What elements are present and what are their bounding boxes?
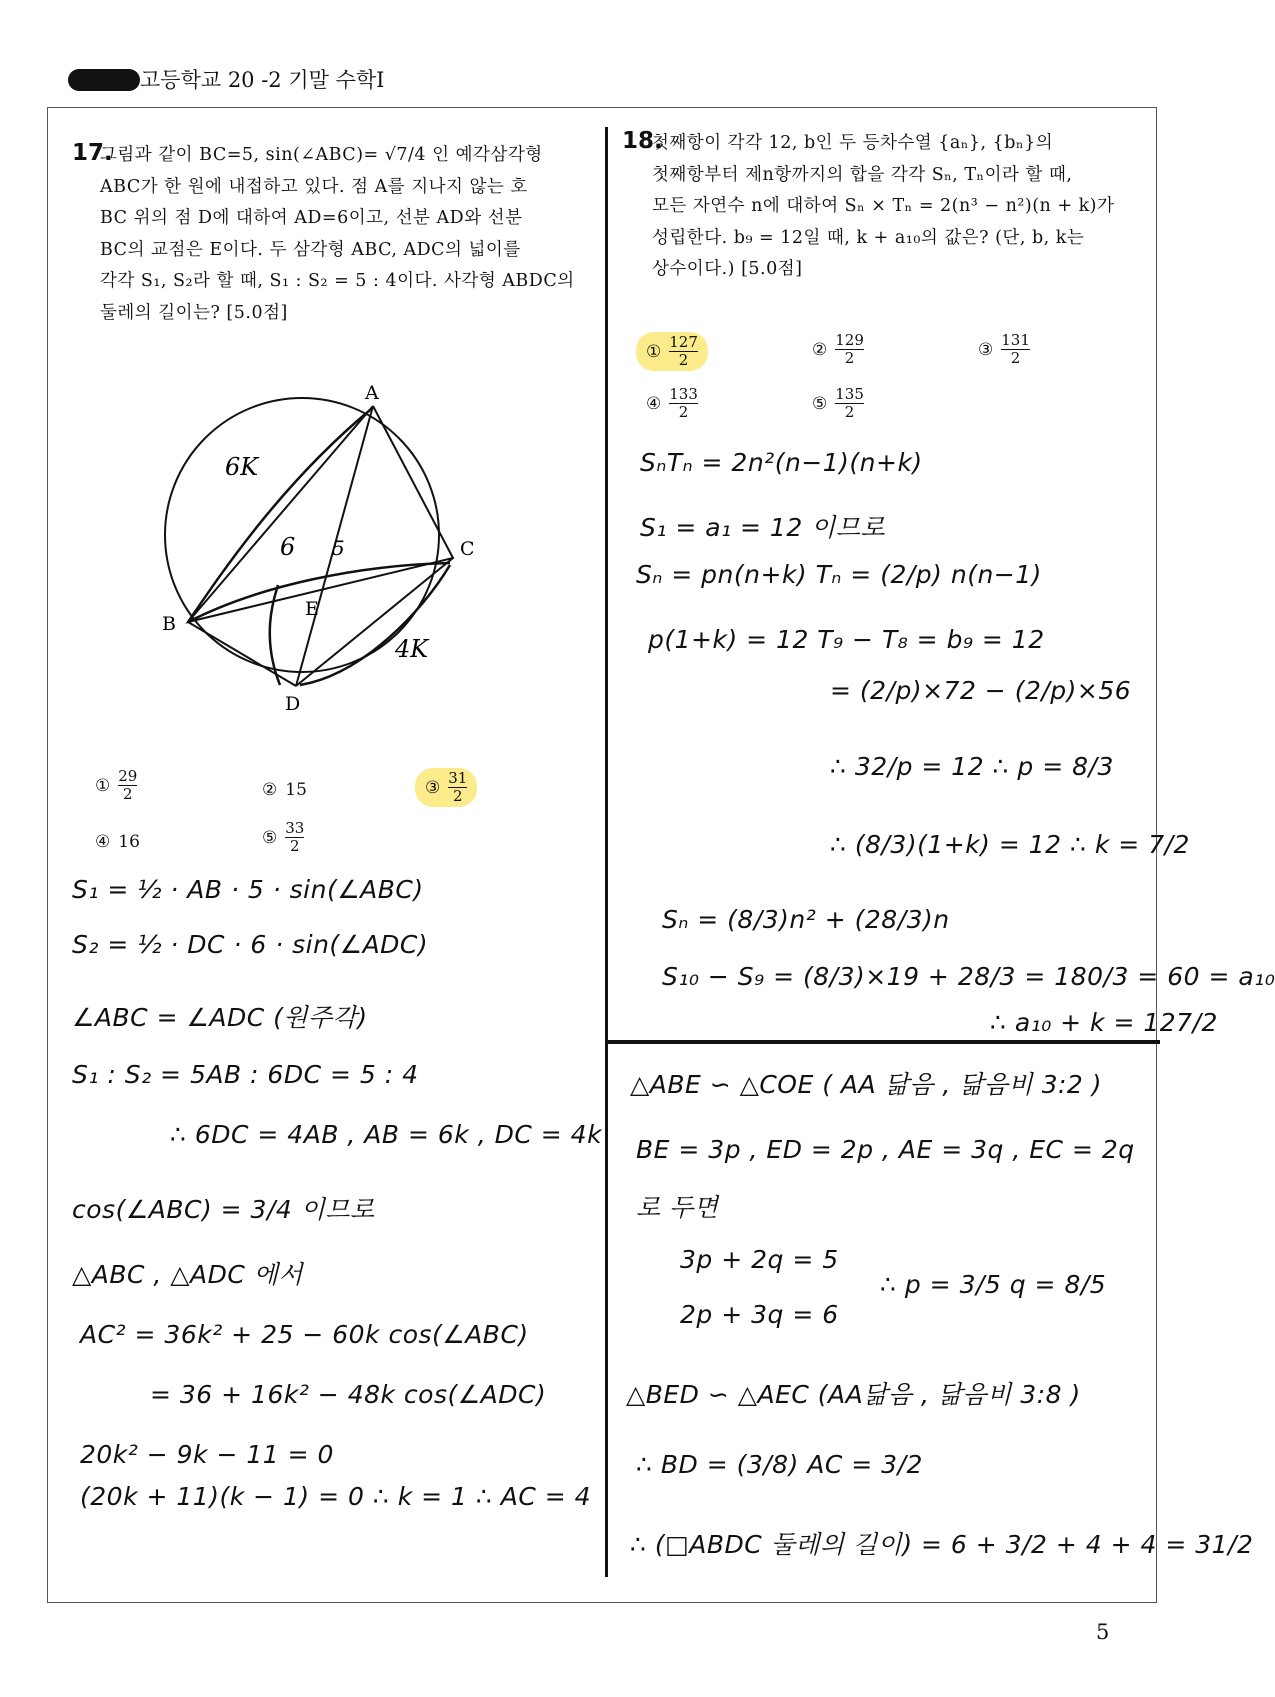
q17-line-3: BC 위의 점 D에 대하여 AD=6이고, 선분 AD와 선분 [100,208,523,228]
q17-line-6: 둘레의 길이는? [5.0점] [100,302,288,323]
q17-work-4: S₁ : S₂ = 5AB : 6DC = 5 : 4 [72,1060,419,1089]
q17-extra-work-4: 3p + 2q = 5 [680,1245,839,1274]
q17-line-2: ABC가 한 원에 내접하고 있다. 점 A를 지나지 않는 호 [100,176,528,197]
q18-line-3: 모든 자연수 n에 대하여 Sₙ × Tₙ = 2(n³ − n²)(n + k)가 [652,196,1115,216]
label-e: E [305,598,319,620]
choice-fraction [448,770,467,805]
q17-choice-3[interactable] [415,768,477,807]
choice-fraction [1001,332,1030,367]
q17-choice-4[interactable] [95,832,140,852]
numerator: 33 [285,819,305,837]
q17-extra-work-1: △ABE ∽ △COE ( AA 닮음 , 닮음비 3:2 ) [630,1070,1103,1099]
q18-choice-3[interactable] [978,332,1030,367]
q18-choice-2[interactable] [812,332,864,367]
numerator: 135 [835,385,864,403]
numerator: 131 [1001,331,1030,349]
q18-choice-1[interactable] [636,332,708,371]
q17-number: 17. [72,140,113,166]
q18-work-8: Sₙ = (8/3)n² + (28/3)n [662,905,950,934]
q18-line-4: 성립한다. b₉ = 12일 때, k + a₁₀의 값은? (단, b, k는 [652,227,1085,248]
label-c: C [460,538,475,560]
choice-mark: ② [812,339,828,360]
q18-work-10: ∴ a₁₀ + k = 127/2 [990,1008,1218,1037]
choice-fraction [285,820,304,855]
q18-line-1: 첫째항이 각각 12, b인 두 등차수열 {aₙ}, {bₙ}의 [652,133,1054,153]
q18-work-3: Sₙ = pn(n+k) Tₙ = (2/p) n(n−1) [636,560,1042,589]
q17-line-4: BC의 교점은 E이다. 두 삼각형 ABC, ADC의 넓이를 [100,239,521,260]
choice-value: 16 [118,832,140,852]
numerator: 31 [448,769,468,787]
q17-work-8: AC² = 36k² + 25 − 60k cos(∠ABC) [80,1320,529,1349]
choice-fraction [669,334,698,369]
handwritten-arc-dc [300,565,450,685]
q17-work-11: (20k + 11)(k − 1) = 0 ∴ k = 1 ∴ AC = 4 [80,1482,592,1511]
q18-line-2: 첫째항부터 제n항까지의 합을 각각 Sₙ, Tₙ이라 할 때, [652,164,1073,185]
numerator: 127 [669,333,698,351]
q17-work-1: S₁ = ½ · AB · 5 · sin(∠ABC) [72,875,424,904]
q17-work-10: 20k² − 9k − 11 = 0 [80,1440,334,1469]
denominator: 2 [678,403,689,421]
q17-extra-work-8: ∴ BD = (3/8) AC = 3/2 [636,1450,923,1479]
q18-work-6: ∴ 32/p = 12 ∴ p = 8/3 [830,752,1114,781]
choice-mark: ④ [95,832,111,852]
numerator: 29 [118,767,138,785]
choice-fraction [835,386,864,421]
q17-choice-5[interactable] [262,820,304,855]
label-dc-length: 4K [395,635,429,663]
q18-text [652,128,1114,286]
label-bc-length: 5 [332,536,345,560]
q17-choice-2[interactable] [262,780,307,800]
denominator: 2 [290,837,300,855]
q18-work-7: ∴ (8/3)(1+k) = 12 ∴ k = 7/2 [830,830,1190,859]
numerator: 133 [669,385,698,403]
q17-work-7: △ABC , △ADC 에서 [72,1260,304,1289]
label-b: B [162,613,176,635]
denominator: 2 [453,787,463,805]
q17-work-9: = 36 + 16k² − 48k cos(∠ADC) [150,1380,547,1409]
choice-fraction [669,386,698,421]
q17-extra-work-6: ∴ p = 3/5 q = 8/5 [880,1270,1107,1299]
q17-extra-work-9: ∴ (□ABDC 둘레의 길이) = 6 + 3/2 + 4 + 4 = 31/2 [630,1530,1254,1559]
denominator: 2 [678,351,689,369]
q18-line-5: 상수이다.) [5.0점] [652,259,803,279]
q18-work-1: SₙTₙ = 2n²(n−1)(n+k) [640,448,923,477]
q17-extra-work-2: BE = 3p , ED = 2p , AE = 3q , EC = 2q [636,1135,1135,1164]
choice-mark: ③ [425,777,441,798]
header-title: 고등학교 20 -2 기말 수학Ⅰ [140,68,385,92]
q17-work-6: cos(∠ABC) = 3/4 이므로 [72,1195,375,1224]
denominator: 2 [844,349,855,367]
q17-figure [160,375,490,715]
choice-value: 15 [285,780,307,800]
denominator: 2 [844,403,855,421]
choice-mark: ② [262,780,278,800]
choice-mark: ⑤ [812,393,828,414]
page-header [68,64,384,94]
q17-text [100,140,575,329]
label-d: D [285,693,301,715]
segment-bd [188,622,296,686]
q17-extra-work-7: △BED ∽ △AEC (AA닮음 , 닮음비 3:8 ) [626,1380,1081,1409]
column-divider [605,127,608,1577]
q18-choice-4[interactable] [646,386,698,421]
choice-mark: ③ [978,339,994,360]
q18-work-2: S₁ = a₁ = 12 이므로 [640,513,886,542]
choice-mark: ① [646,341,662,362]
page-number: 5 [1096,1620,1110,1644]
q17-work-5: ∴ 6DC = 4AB , AB = 6k , DC = 4k [170,1120,603,1149]
q17-line-1: 그림과 같이 BC=5, sin(∠ABC)= √7/4 인 예각삼각형 [100,145,543,165]
q18-number: 18. [622,128,663,154]
q18-work-5: = (2/p)×72 − (2/p)×56 [830,676,1132,705]
choice-mark: ① [95,775,111,796]
denominator: 2 [123,785,133,803]
choice-mark: ④ [646,393,662,414]
q17-line-5: 각각 S₁, S₂라 할 때, S₁ : S₂ = 5 : 4이다. 사각형 ABDC의 [100,271,575,291]
choice-fraction [835,332,864,367]
label-ad-length: 6 [280,533,296,561]
q18-work-9: S₁₀ − S₉ = (8/3)×19 + 28/3 = 180/3 = 60 = a₁₀ [662,962,1275,991]
q17-choice-1[interactable] [95,768,137,803]
q17-work-2: S₂ = ½ · DC · 6 · sin(∠ADC) [72,930,429,959]
label-a: A [365,382,379,404]
redaction-mark [68,69,140,91]
denominator: 2 [1010,349,1021,367]
section-divider [605,1040,1160,1044]
q17-extra-work-3: 로 두면 [636,1193,719,1222]
q17-work-3: ∠ABC = ∠ADC (원주각) [72,1003,368,1032]
q17-extra-work-5: 2p + 3q = 6 [680,1300,839,1329]
numerator: 129 [835,331,864,349]
q18-choice-5[interactable] [812,386,864,421]
label-ab-length: 6K [225,453,259,481]
q18-work-4: p(1+k) = 12 T₉ − T₈ = b₉ = 12 [648,625,1045,654]
choice-fraction [118,768,137,803]
choice-mark: ⑤ [262,827,278,848]
